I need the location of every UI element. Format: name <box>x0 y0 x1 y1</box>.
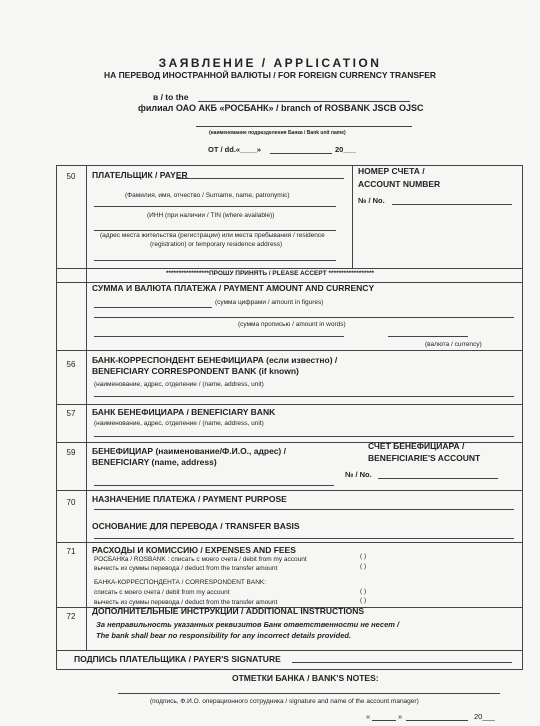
bank-notes-date-open: « <box>366 712 371 721</box>
bene-account-title-en: BENEFICIARIE'S ACCOUNT <box>368 453 481 463</box>
account-no-label: № / No. <box>358 196 385 205</box>
divider-56 <box>56 350 522 351</box>
currency-field[interactable] <box>388 336 468 337</box>
payer-addr-hint-2: (registration) or temporary residence address) <box>150 241 283 248</box>
payer-name-field-2[interactable] <box>94 206 336 207</box>
fees-corr-deduct: вычесть из суммы перевода / deduct from the transfer amount <box>94 599 278 606</box>
account-title-ru: НОМЕР СЧЕТА / <box>358 166 425 176</box>
payer-name-field-1[interactable] <box>176 178 344 179</box>
amount-digits-field[interactable] <box>94 307 212 308</box>
divider-signature <box>56 650 522 651</box>
to-label: в / to the <box>153 92 189 102</box>
correspondent-title <box>92 355 337 377</box>
signature-field[interactable] <box>292 662 512 663</box>
payer-fio-hint: (Фамилия, имя, отчество / Surname, name, patronymic) <box>125 192 290 199</box>
bank-notes-field[interactable] <box>118 693 500 694</box>
fees-title: РАСХОДЫ И КОМИССИЮ / EXPENSES AND FEES <box>92 545 296 555</box>
amount-words-hint: (сумма прописью / amount in words) <box>238 321 346 328</box>
bank-unit-field[interactable] <box>196 126 412 127</box>
date-line: ОТ / dd.«____» <box>208 145 261 154</box>
beneficiary-title <box>92 446 286 468</box>
payer-title: ПЛАТЕЛЬЩИК / PAYER <box>92 170 188 180</box>
bene-bank-field[interactable] <box>94 436 514 437</box>
bank-notes-day-field[interactable] <box>372 720 396 721</box>
fees-corr-label: БАНКА-КОРРЕСПОНДЕНТА / CORRESPONDENT BANK: <box>94 579 267 586</box>
bank-unit-hint: (наименование подразделения Банка / Bank unit name) <box>209 130 346 136</box>
amount-digits-hint: (сумма цифрами / amount in figures) <box>215 299 324 306</box>
correspondent-title-en: BENEFICIARY CORRESPONDENT BANK (if known) <box>92 366 299 376</box>
currency-hint: (валюта / currency) <box>425 341 482 348</box>
bene-account-title <box>368 440 480 464</box>
purpose-field[interactable] <box>94 509 514 510</box>
divider-accept <box>56 268 522 269</box>
field-71-number: 71 <box>66 547 76 556</box>
signature-title: ПОДПИСЬ ПЛАТЕЛЬЩИКА / PAYER'S SIGNATURE <box>74 654 281 664</box>
form-title: ЗАЯВЛЕНИЕ / APPLICATION <box>158 56 382 70</box>
amount-title: СУММА И ВАЛЮТА ПЛАТЕЖА / PAYMENT AMOUNT AND CURRENCY <box>92 283 375 293</box>
beneficiary-field[interactable] <box>94 485 334 486</box>
accept-banner: *****************ПРОШУ ПРИНЯТЬ / PLEASE ACCEPT ****************** <box>165 270 375 277</box>
bank-notes-sign-hint: (подпись, Ф.И.О. операционного сотрудника / signature and name of the account manager) <box>150 698 419 705</box>
checkbox-corr-deduct[interactable]: ( ) <box>360 597 367 604</box>
bank-notes-year: 20___ <box>474 712 495 721</box>
account-title-en: ACCOUNT NUMBER <box>358 179 441 189</box>
basis-field[interactable] <box>94 538 514 539</box>
bene-bank-hint: (наименование, адрес, отделение / (name, address, unit) <box>94 420 264 427</box>
field-50-number: 50 <box>66 172 76 181</box>
field-57-number: 57 <box>66 409 76 418</box>
field-70-number: 70 <box>66 498 76 507</box>
field-72-number: 72 <box>66 612 76 621</box>
bene-bank-title: БАНК БЕНЕФИЦИАРА / BENEFICIARY BANK <box>92 407 276 417</box>
correspondent-field[interactable] <box>94 396 514 397</box>
account-number-title <box>358 165 440 191</box>
divider-70 <box>56 490 522 491</box>
instructions-note-en: The bank shall bear no responsibility for any incorrect details provided. <box>96 631 352 640</box>
payer-inn-hint: (ИНН (при наличии / TIN (where available)) <box>147 212 275 219</box>
basis-title: ОСНОВАНИЕ ДЛЯ ПЕРЕВОДА / TRANSFER BASIS <box>92 521 300 531</box>
checkbox-corr-debit[interactable]: ( ) <box>360 588 367 595</box>
instructions-title: ДОПОЛНИТЕЛЬНЫЕ ИНСТРУКЦИИ / ADDITIONAL INSTRUCTIONS <box>92 606 365 616</box>
date-year: 20___ <box>335 145 356 154</box>
to-line <box>198 101 410 102</box>
checkbox-rosbank-deduct[interactable]: ( ) <box>360 563 367 570</box>
account-number-field[interactable] <box>392 204 512 205</box>
fees-rosbank-deduct: вычесть из суммы перевода / deduct from the transfer amount <box>94 565 278 572</box>
correspondent-title-ru: БАНК-КОРРЕСПОНДЕНТ БЕНЕФИЦИАРА (если известно) / <box>92 355 338 365</box>
purpose-title: НАЗНАЧЕНИЕ ПЛАТЕЖА / PAYMENT PURPOSE <box>92 494 287 504</box>
payer-inn-field[interactable] <box>94 230 336 231</box>
instructions-note-ru: За неправильность указанных реквизитов Банк ответственности не несет / <box>96 620 400 629</box>
divider-71 <box>56 542 522 543</box>
bank-notes-month-field[interactable] <box>406 720 468 721</box>
field-59-number: 59 <box>66 448 76 457</box>
date-month-field[interactable] <box>270 153 332 154</box>
beneficiary-title-ru: БЕНЕФИЦИАР (наименование/Ф.И.О., адрес) / <box>92 446 286 456</box>
bene-account-field[interactable] <box>378 478 498 479</box>
form-subtitle: НА ПЕРЕВОД ИНОСТРАННОЙ ВАЛЮТЫ / FOR FOREIGN CURRENCY TRANSFER <box>103 70 437 80</box>
bene-account-title-ru: СЧЕТ БЕНЕФИЦИАРА / <box>368 441 465 451</box>
amount-words-field-2[interactable] <box>94 336 344 337</box>
payer-addr-hint-1: (адрес места жительства (регистрации) или места пребывания / residence <box>100 232 325 239</box>
payer-address-field[interactable] <box>94 260 336 261</box>
branch-line: филиал ОАО АКБ «РОСБАНК» / branch of ROSBANK JSCB OJSC <box>138 103 424 113</box>
beneficiary-title-en: BENEFICIARY (name, address) <box>92 457 217 467</box>
divider-57 <box>56 404 522 405</box>
bene-account-no-label: № / No. <box>345 470 372 479</box>
bank-notes-title: ОТМЕТКИ БАНКА / BANK'S NOTES: <box>232 673 379 683</box>
amount-words-field[interactable] <box>94 317 514 318</box>
account-column-divider <box>352 165 353 268</box>
field-56-number: 56 <box>66 360 76 369</box>
correspondent-hint: (наименование, адрес, отделение / (name, address, unit) <box>94 381 264 388</box>
number-column-divider <box>86 165 87 650</box>
fees-corr-debit: списать с моего счета / debit from my account <box>94 589 230 596</box>
fees-rosbank-debit: РОСБАНКа / ROSBANK : списать с моего счета / debit from my account <box>94 556 307 563</box>
checkbox-rosbank-debit[interactable]: ( ) <box>360 553 367 560</box>
bank-notes-date-mid: » <box>398 712 403 721</box>
